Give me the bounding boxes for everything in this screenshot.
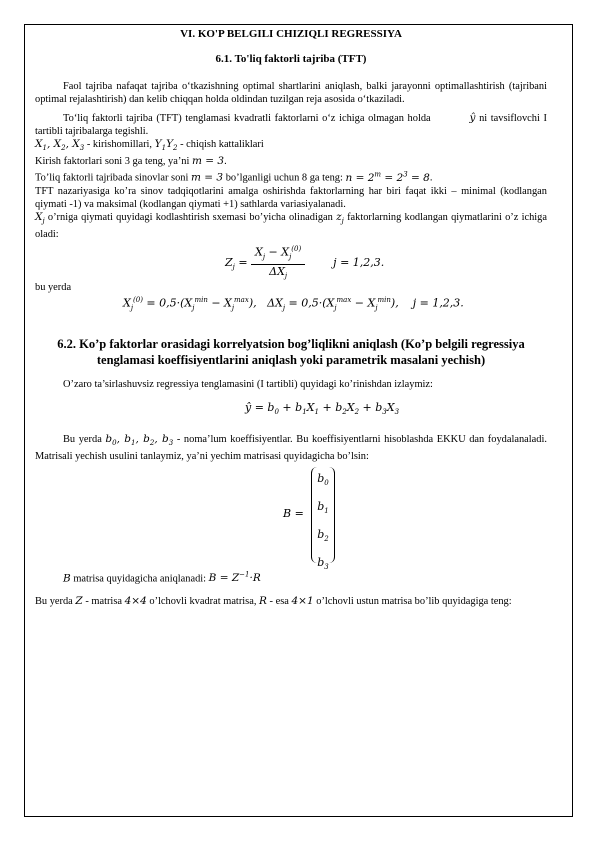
center-formula: $X_j^{(0)} = 0,5\cdot(X_j^{min} - X_j^{max})$, $\Delta X_j = 0,5\cdot(X_j^{max} - X_j^{min})$, j = 1,2,3. <box>123 295 464 312</box>
formula-inline: $Y_1Y_2$ <box>154 138 178 153</box>
formula-inline: m = 3 <box>192 155 225 168</box>
formula-inline: $b_0$, $b_1$, $b_2$, $b_3$ <box>105 432 174 447</box>
formula-inline: $X_j$ <box>35 210 45 225</box>
formula-inline: m = 3 <box>190 171 224 184</box>
matrix-B: B = $b_0$ $b_1$ $b_2$ $b_3$ <box>35 463 547 569</box>
paragraph: bu yerda <box>35 281 72 293</box>
paragraph: $X_1$, $X_2$, $X_3$ - kirishomillari, $Y_1Y_2$ - chiqish kattaliklari <box>35 138 264 153</box>
section-heading-1: 6.1. To'liq faktorli tajriba (TFT) <box>215 53 367 65</box>
chapter-title: VI. KO'P BELGILI CHIZIQLI REGRESSIYA <box>180 28 402 40</box>
coding-formula: $Z_j$ = $\frac{X_j - X_j^{(0)}}{\Delta X_j}$ j = 1,2,3. <box>225 244 385 280</box>
paragraph: Bu yerda Z - matrisa 4×4 o’lchovli kvadrat matrisa, R - esa 4×1 o’lchovli ustun matrisa bo’lib quyidagiga teng: <box>35 595 512 608</box>
paragraph: TFT nazariyasiga ko’ra sinov tadqiqotlarini amalga oshirishda faktorlarning har biri faqat ikki – minimal (kodlangan qiymati -1) va maksimal (kodlangan qiymati +1) sathlarda variasiyalanadi. <box>35 185 547 210</box>
paragraph: To’liq faktorli tajribada sinovlar soni m = 3 bo’lganligi uchun 8 ga teng: $n = 2^m = 2^3 = 8$. <box>35 170 433 184</box>
paragraph: B matrisa quyidagicha aniqlanadi: $B = Z^{-1}\cdot R$ <box>63 570 261 585</box>
document-body <box>35 28 547 608</box>
formula-inline: R <box>259 595 267 608</box>
regression-equation: ŷ = $b_0 + b_1X_1 + b_2X_2 + b_3X_3$ <box>245 400 400 416</box>
paragraph: $X_j$ o’rniga qiymati quyidagi kodlashtirish sxemasi bo’yicha olinadigan $z_j$ faktorlarning kodlangan qiymatlarini o’z ichiga oladi: <box>35 210 547 240</box>
formula-inline: 4×4 <box>124 595 147 608</box>
paragraph: Bu yerda $b_0$, $b_1$, $b_2$, $b_3$ - noma’lum koeffisiyentlar. Bu koeffisiyentlarni hisoblashda EKKU dan foydalanaladi. Matrisali yechish usulini tanlaymiz, ya’ni yechim matrisasi quyidagicha bo’lsin: <box>35 432 547 462</box>
formula-inline: Z <box>75 595 83 608</box>
formula-inline: B <box>63 572 71 585</box>
formula-inline: $X_1$, $X_2$, $X_3$ <box>35 138 85 153</box>
section-heading-2: 6.2. Ko’p faktorlar orasidagi korrelyatsion bog’liqlikni aniqlash (Ko’p belgili regressiya tenglamasi koeffisiyentlarini aniqlash yoki parametrik masalani yechish) <box>57 336 525 367</box>
paragraph: Faol tajriba nafaqat tajriba o‘tkazishning optimal shartlarini aniqlash, balki jarayonni optimallashtirish (tajribani optimal rejalashtirish) dan kelib chiqqan holda oldindan tuzilgan reja asosida o‘tkaziladi. <box>35 81 547 105</box>
paragraph: O’zaro ta’sirlashuvsiz regressiya tenglamasini (I tartibli) quyidagi ko’rinishdan izlaymiz: <box>63 378 433 390</box>
formula-inline: $z_j$ <box>336 210 344 225</box>
formula-inline: $n = 2^m = 2^3 = 8$ <box>345 170 430 184</box>
paragraph: To‘liq faktorli tajriba (TFT) tenglamasi kvadratli faktorlarni o‘z ichiga olmagan holda ŷ ni tavsiflovchi I tartibli tajribalarga tegishli. <box>35 112 547 137</box>
formula-inline: ŷ <box>434 112 476 124</box>
formula-inline: 4×1 <box>291 595 314 608</box>
paragraph: Kirish faktorlari soni 3 ga teng, ya’ni m = 3. <box>35 155 227 168</box>
formula-inline: $B = Z^{-1}\cdot R$ <box>208 570 261 585</box>
